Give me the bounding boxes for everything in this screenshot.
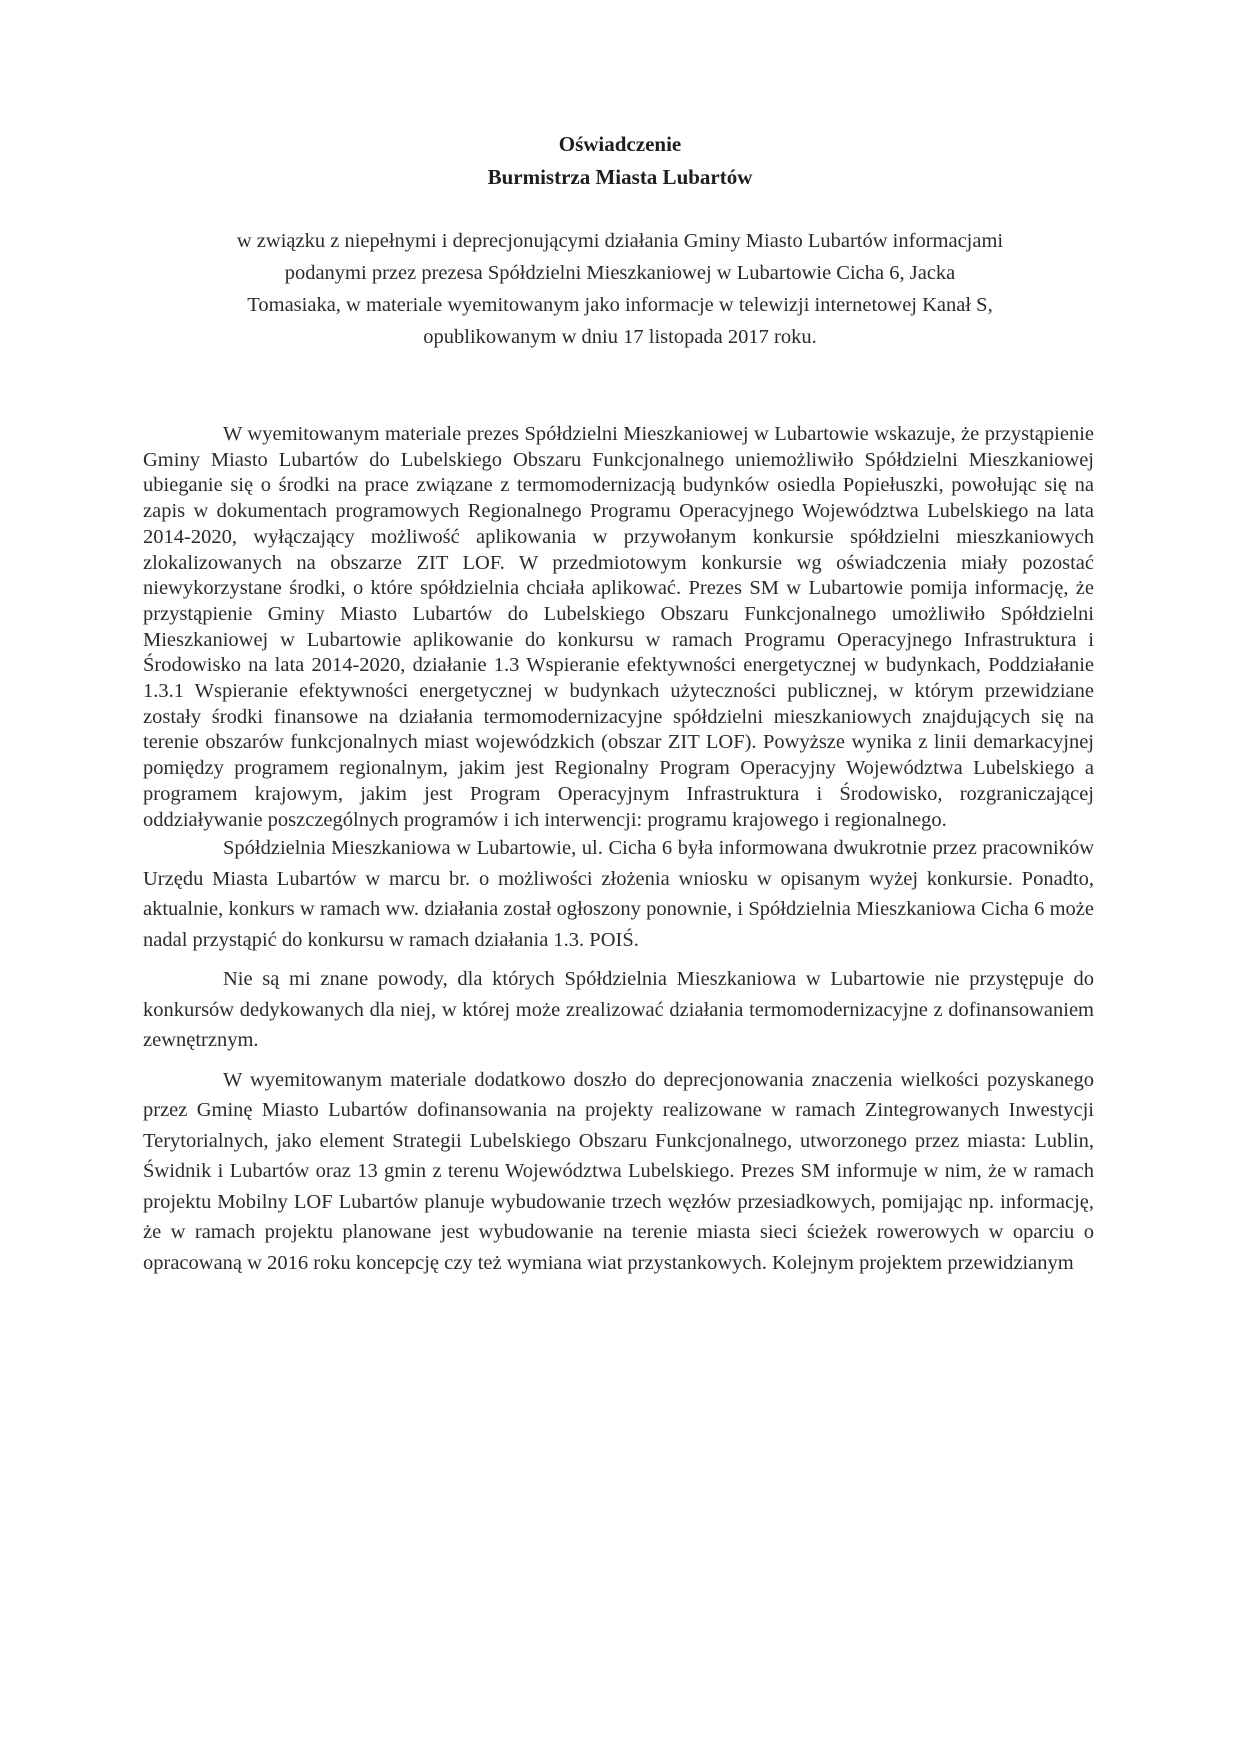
document-heading bbox=[0, 128, 1240, 194]
intro-line: opublikowanym w dniu 17 listopada 2017 roku. bbox=[423, 326, 817, 348]
intro-line: w związku z niepełnymi i deprecjonującymi działania Gminy Miasto Lubartów informacjami bbox=[236, 230, 1004, 252]
intro-line: podanymi przez prezesa Spółdzielni Mieszkaniowej w Lubartowie Cicha 6, Jacka bbox=[284, 262, 956, 284]
body-paragraph: W wyemitowanym materiale dodatkowo doszło do deprecjonowania znaczenia wielkości pozyskanego przez Gminę Miasto Lubartów dofinansowania na projekty realizowane w ramach Zintegrowanych Inwestycji Terytorialnych, jako element Strategii Lubelskiego Obszaru Funkcjonalnego, utworzonego przez miasta: Lublin, Świdnik i Lubartów oraz 13 gmin z terenu Województwa Lubelskiego. Prezes SM informuje w nim, że w ramach projektu Mobilny LOF Lubartów planuje wybudowanie trzech węzłów przesiadkowych, pomijając np. informację, że w ramach projektu planowane jest wybudowanie na terenie miasta sieci ścieżek rowerowych w oparciu o opracowaną w 2016 roku koncepcję czy też wymiana wiat przystankowych. Kolejnym projektem przewidzianym bbox=[143, 1068, 1094, 1274]
document-title: Oświadczenie bbox=[558, 132, 682, 156]
document-subtitle: Burmistrza Miasta Lubartów bbox=[487, 165, 753, 189]
document-body bbox=[143, 422, 1094, 1278]
intro-line: Tomasiaka, w materiale wyemitowanym jako informacje w telewizji internetowej Kanał S, bbox=[247, 294, 993, 316]
body-paragraph: Nie są mi znane powody, dla których Spółdzielnia Mieszkaniowa w Lubartowie nie przystępuje do konkursów dedykowanych dla niej, w której może zrealizować działania termomodernizacyjne z dofinansowaniem zewnętrznym. bbox=[143, 968, 1094, 1052]
intro-statement bbox=[150, 225, 1090, 353]
body-paragraph: W wyemitowanym materiale prezes Spółdzielni Mieszkaniowej w Lubartowie wskazuje, że przystąpienie Gminy Miasto Lubartów do Lubelskiego Obszaru Funkcjonalnego uniemożliwiło Spółdzielni Mieszkaniowej ubieganie się o środki na prace związane z termomodernizacją budynków osiedla Popiełuszki, powołując się na zapis w dokumentach programowych Regionalnego Programu Operacyjnego Województwa Lubelskiego na lata 2014-2020, wyłączający możliwość aplikowania w przywołanym konkursie spółdzielni mieszkaniowych zlokalizowanych na obszarze ZIT LOF. W przedmiotowym konkursie wg oświadczenia miały pozostać niewykorzystane środki, o które spółdzielnia chciała aplikować. Prezes SM w Lubartowie pomija informację, że przystąpienie Gminy Miasto Lubartów do Lubelskiego Obszaru Funkcjonalnego umożliwiło Spółdzielni Mieszkaniowej w Lubartowie aplikowanie do konkursu w ramach Programu Operacyjnego Infrastruktura i Środowisko na lata 2014-2020, działanie 1.3 Wspieranie efektywności energetycznej w budynkach, Poddziałanie 1.3.1 Wspieranie efektywności energetycznej w budynkach użyteczności publicznej, w którym przewidziane zostały środki finansowe na działania termomodernizacyjne spółdzielni mieszkaniowych znajdujących się na terenie obszarów funkcjonalnych miast wojewódzkich (obszar ZIT LOF). Powyższe wynika z linii demarkacyjnej pomiędzy programem regionalnym, jakim jest Regionalny Program Operacyjny Województwa Lubelskiego a programem krajowym, jakim jest Program Operacyjnym Infrastruktura i Środowisko, rozgraniczającej oddziaływanie poszczególnych programów i ich interwencji: programu krajowego i regionalnego. bbox=[143, 423, 1094, 831]
body-paragraph: Spółdzielnia Mieszkaniowa w Lubartowie, ul. Cicha 6 była informowana dwukrotnie przez pracowników Urzędu Miasta Lubartów w marcu br. o możliwości złożenia wniosku w opisanym wyżej konkursie. Ponadto, aktualnie, konkurs w ramach ww. działania został ogłoszony ponownie, i Spółdzielnia Mieszkaniowa Cicha 6 może nadal przystąpić do konkursu w ramach działania 1.3. POIŚ. bbox=[143, 837, 1094, 951]
